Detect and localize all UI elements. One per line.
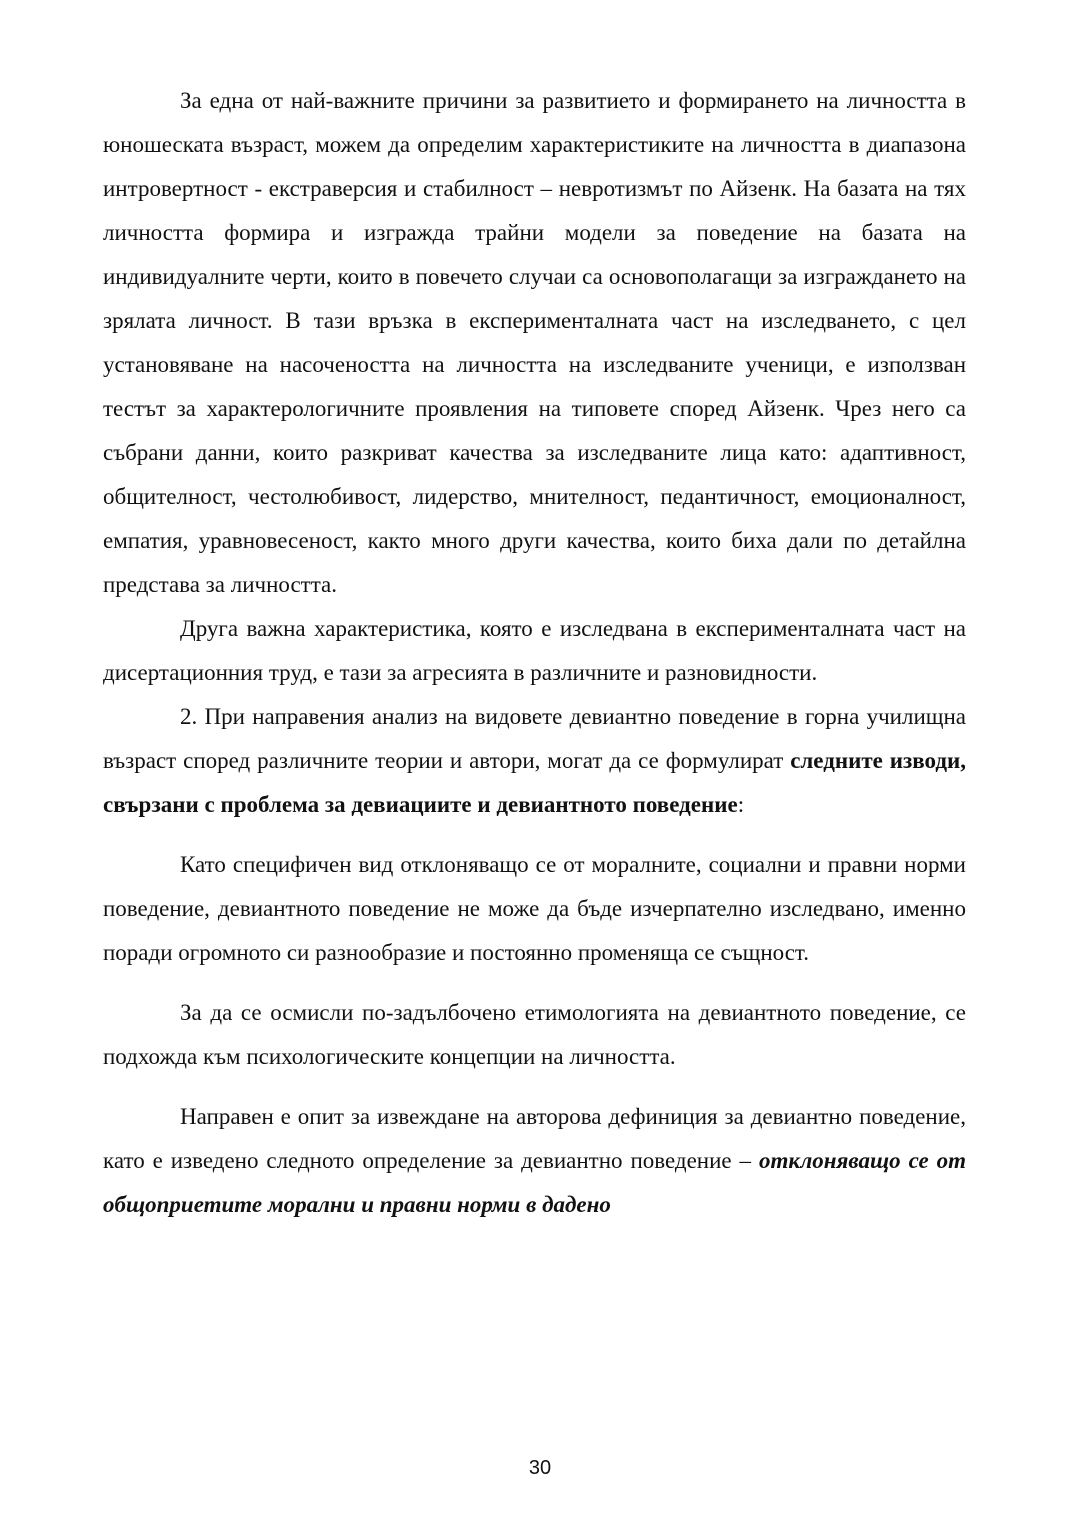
bold-italic-definition-text: отклоняващо се от общоприетите морални и правни норми в дадено [103,1148,967,1217]
paragraph-text: Направен е опит за извеждане на авторова дефиниция за девиантно поведение, като е изведено следното определение за девиантно поведение – [103,1104,966,1173]
paragraph-spacer [103,1079,966,1095]
paragraph-spacer [103,975,966,991]
document-page [103,79,966,1227]
paragraph-text: Друга важна характеристика, която е изследвана в експерименталната част на дисертационния труд, е тази за агресията в различните и разновидности. [103,616,966,685]
paragraph-personality-characteristics [103,79,966,607]
paragraph-etymology [103,991,966,1079]
bold-heading-text: следните изводи, свързани с проблема за девиациите и девиантното поведение [103,748,966,817]
page-number: 30 [528,1457,552,1479]
paragraph-text: 2. При направения анализ на видовете девиантно поведение в горна училищна възраст според различните теории и автори, могат да се формулират [103,704,966,773]
paragraph-text: За една от най-важните причини за развитието и формирането на личността в юношеската възраст, можем да определим характеристиките на личността в диапазона интровертност - екстраверсия и стабилност – невротизмът по Айзенк. На базата на тях личността формира и изгражда трайни модели за поведение на базата на индивидуалните черти, които в повечето случаи са основополагащи за изграждането на зрялата личност. В тази връзка в експерименталната част на изследването, с цел установяване на насочеността на личността на изследваните ученици, е използван тестът за характерологичните проявления на типовете според Айзенк. Чрез него са събрани данни, които разкриват качества за изследваните лица като: адаптивност, общителност, честолюбивост, лидерство, мнителност, педантичност, емоционалност, емпатия, уравновесеност, както много други качества, които биха дали по детайлна представа за личността. [103,88,966,597]
paragraph-text-tail: : [737,792,745,817]
paragraph-conclusions-intro [103,695,966,827]
paragraph-aggression [103,607,966,695]
paragraph-text: Като специфичен вид отклоняващо се от моралните, социални и правни норми поведение, девиантното поведение не може да бъде изчерпателно изследвано, именно поради огромното си разнообразие и постоянно променяща се същност. [103,852,966,965]
paragraph-text: За да се осмисли по-задълбочено етимологията на девиантното поведение, се подхожда към психологическите концепции на личността. [103,1000,966,1069]
paragraph-deviant-behavior-definition [103,843,966,975]
paragraph-spacer [103,827,966,843]
paragraph-author-definition [103,1095,966,1227]
